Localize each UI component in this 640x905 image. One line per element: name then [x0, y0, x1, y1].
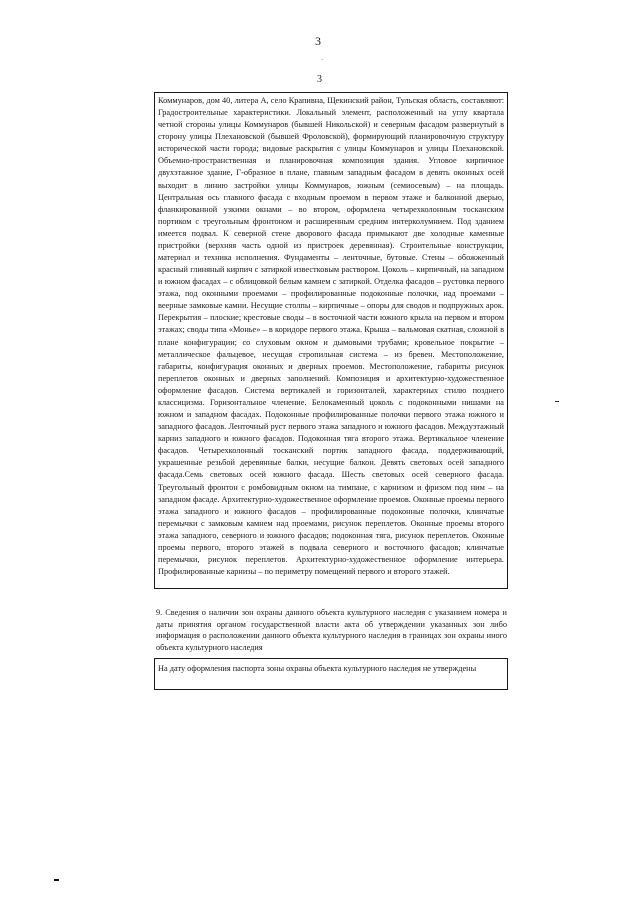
protection-zones-box — [154, 658, 508, 690]
section-9-heading: 9. Сведения о наличии зон охраны данного объекта культурного наследия с указанием номера и даты принятия органом государственной власти акта об утверждении указанных зон либо информация о расположении данного объекта культурного наследия в границах зон охраны иного объекта культурного наследия — [156, 608, 507, 652]
protection-zones-text: На дату оформления паспорта зоны охраны объекта культурного наследия не утверждены — [158, 664, 477, 673]
object-description-box — [154, 92, 508, 589]
margin-mark — [54, 879, 59, 881]
scan-mark: ` — [321, 58, 324, 66]
page-number: 3 — [315, 34, 321, 48]
object-description-text: Коммунаров, дом 40, литера А, село Крапивна, Щекинский район, Тульская область, составляют: Градостроительные характеристики. Локальный элемент, расположенный на углу квартала четной стороны улицы Коммунаров (бывшей Никольской) и северным фасадом развернутый в сторону улицы Плехановской (бывшей Фроловской), формирующий планировочную структуру исторической части города; видовые раскрытия с улицы Коммунаров и улицы Плехановской. Объемно-пространственная и планировочная композиция здания. Угловое кирпичное двухэтажное здание, Г-образное в плане, главным западным фасадом в девять оконных осей выходит в линию застройки улицы Коммунаров, южным (семиосевым) – на площадь. Центральная ось главного фасада с входным проемом в первом этаже и балконной дверью, фланкированной узкими окнами – во втором, оформлена четырехколонным тосканским портиком с треугольным фронтоном и расширенным средним интерколумнием. Под зданием имеется подвал. К северной стене дворового фасада примыкают две холодные каменные пристройки (верхняя часть одной из пристроек деревянная). Строительные конструкции, материал и техника исполнения. Фундаменты – ленточные, бутовые. Стены – обожженный красный глиняный кирпич с затиркой известковым раствором. Цоколь – кирпичный, на западном и южном фасадах – с облицовкой белым камнем с затиркой. Отделка фасадов – рустовка первого этажа, под оконными проемами – профилированные подоконные полочки, над проемами – веерные замковые камни. Несущие столпы – кирпичные – опоры для сводов и подпружных арок. Перекрытия – плоские; крестовые своды – в восточной части южного крыла на первом и втором этажах; своды типа «Монье» – в коридоре первого этажа. Крыша – вальмовая скатная, сложной в плане конфигурации; со слуховым окном и дымовыми трубами; кровельное покрытие – металлическое фальцевое, несущая стропильная система – из бревен. Местоположение, габариты, конфигурация оконных и дверных проемов. Местоположение, габариты рисунок переплетов оконных и дверных заполнений. Композиция и архитектурно-художественное оформление фасадов. Система вертикалей и горизонталей, характерных стилю позднего классицизма. Горизонтальное членение. Белокаменный цоколь с подоконными нишами на южном и западном фасадах. Подоконные профилированные полочки первого этажа южного и западного фасадов. Ленточный руст первого этажа западного и южного фасадов. Междуэтажный карниз западного и южного фасадов. Подоконная тяга второго этажа. Вертикальное членение фасадов. Четырехколонный тосканский портик западного фасада, поддерживающий, украшенные резьбой деревянные балки, несущие балкон. Девять световых осей западного фасада.Семь световых осей южного фасада. Шесть световых осей северного фасада. Треугольный фронтон с ромбовидным окном на тимпане, с карнизом и фризом под ним – на западном фасаде. Архитектурно-художественное оформление проемов. Оконные проемы первого этажа западного и южного фасадов – профилированные подоконные полочки, клинчатые перемычки с замковым камнем над проемами, рисунок переплетов. Оконные проемы второго этажа западного, северного и южного фасадов; подоконная тяга, рисунок переплетов. Оконные проемы первого, второго этажей в подвала северного и восточного фасадов; клинчатые перемычки, рисунок переплетов. Архитектурно-художественное оформление интерьера. Профилированные карнизы – по периметру помещений первого и второго этажей. — [158, 96, 504, 577]
margin-mark — [555, 401, 559, 402]
inner-page-number: 3 — [317, 74, 322, 85]
